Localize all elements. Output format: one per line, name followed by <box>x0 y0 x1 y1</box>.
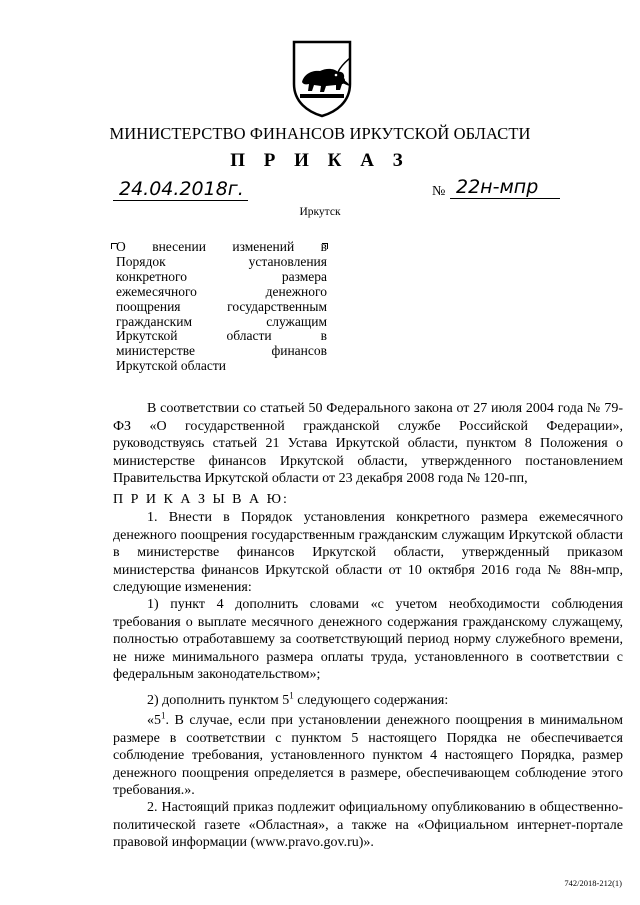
subitem-2-text-end: следующего содержания: <box>293 693 449 708</box>
city: Иркутск <box>299 206 341 218</box>
number-sign: № <box>432 184 446 199</box>
coat-of-arms-emblem <box>290 38 354 118</box>
preamble-paragraph: В соответствии со статьей 50 Федерального закона от 27 июля 2004 года № 79-ФЗ «О государственной гражданской службе Российской Федерации», руководствуясь статьей 21 Устава Иркутской области, пунктом 8 Положения о министерстве финансов Иркутской области, утвержденного постановлением Правительства Иркутской области от 23 декабря 2008 года № 120-пп, <box>113 401 623 486</box>
order-directive: П Р И К А З Ы В А Ю: <box>113 492 289 507</box>
subitem-2-text: 2) дополнить пунктом 5 <box>147 693 290 708</box>
subject-line: конкретного размера <box>116 268 327 284</box>
order-date: 24.04.2018г. <box>119 178 244 200</box>
subject-line: Иркутской области <box>116 358 227 374</box>
subitem-2-paragraph <box>113 692 623 710</box>
subject-line: Иркутской области в <box>116 328 327 344</box>
subject-line: О внесении изменений в <box>116 239 327 254</box>
subject-line: гражданским служащим <box>116 313 327 329</box>
quoted-point-paragraph <box>113 712 623 800</box>
order-number: 22н-мпр <box>456 176 539 198</box>
quoted-point-text: . В случае, если при установлении денежного поощрения в минимальном размере в соответствии с пунктом 5 настоящего Порядка не обеспечивается соблюдение требования, установленного пунктом 4 настоящего Порядка, размер денежного поощрения определяется в размере, обеспечивающем соблюдение этого требования.». <box>113 713 623 798</box>
order-date-field <box>113 178 248 201</box>
quoted-point-superscript: 1 <box>161 710 166 721</box>
subject-line: поощрения государственным <box>116 298 327 314</box>
document-type: П Р И К А З <box>230 150 410 171</box>
item-2-paragraph: 2. Настоящий приказ подлежит официальному опубликованию в общественно-политической газете «Областная», а также на «Официальном интернет-портале правовой информации (www.pravo.gov.ru)». <box>113 800 623 850</box>
subject-line: ежемесячного денежного <box>116 283 327 299</box>
document-code: 742/2018-212(1) <box>564 878 622 888</box>
subitem-1-paragraph: 1) пункт 4 дополнить словами «с учетом необходимости соблюдения требования о выплате месячного денежного содержания гражданскому служащему, полностью отработавшему за соответствующий период норму служебного времени, не ниже минимального размера оплаты труда, установленного в соответствии с федеральным законодательством»; <box>113 597 623 682</box>
order-subject <box>116 240 327 374</box>
ministry-name: МИНИСТЕРСТВО ФИНАНСОВ ИРКУТСКОЙ ОБЛАСТИ <box>109 124 531 143</box>
order-number-field <box>450 176 560 199</box>
item-1-paragraph: 1. Внести в Порядок установления конкретного размера ежемесячного денежного поощрения государственным гражданским служащим Иркутской области в министерстве финансов Иркутской области, утвержденный приказом министерства финансов Иркутской области от 10 октября 2016 года № 88н-мпр, следующие изменения: <box>113 510 623 595</box>
subject-line: министерстве финансов <box>116 343 327 359</box>
subitem-2-superscript: 1 <box>289 690 294 701</box>
quoted-point-start: «5 <box>147 713 161 728</box>
subject-line: Порядок установления <box>116 253 327 269</box>
